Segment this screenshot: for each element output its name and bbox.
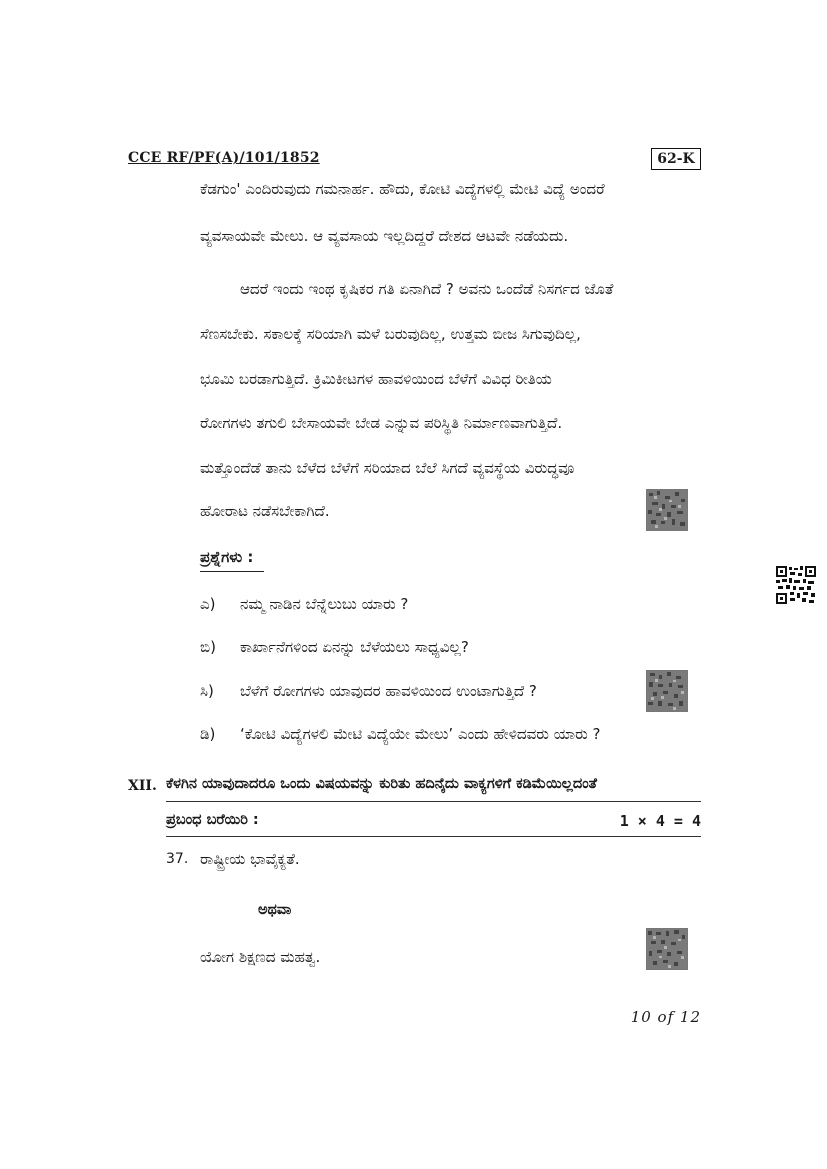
or-label: ಅಥವಾ [258, 902, 292, 918]
question-text: ‘ಕೋಟಿ ವಿದ್ಯೆಗಳಲಿ ಮೇಟಿ ವಿದ್ಯೆಯೇ ಮೇಲು’ ಎಂದು ಹೇಳಿದವರು ಯಾರು ? [240, 725, 601, 743]
marks-allocation: 1 × 4 = 4 [619, 812, 701, 830]
question-number: 37. [166, 851, 189, 867]
paper-code-header: CCE RF/PF(A)/101/1852 [128, 150, 320, 166]
questions-heading-underline [200, 571, 264, 572]
essay-topic-1: ರಾಷ್ಟ್ರೀಯ ಭಾವೈಕ್ಯತೆ. [200, 850, 300, 868]
section-rule-bottom [166, 836, 701, 837]
passage-line-2: ವ್ಯವಸಾಯವೇ ಮೇಲು. ಆ ವ್ಯವಸಾಯ ಇಲ್ಲದಿದ್ದರೆ ದೇಶದ ಆಟವೇ ನಡೆಯದು. [200, 227, 569, 245]
passage-para2-line-5: ಮತ್ತೊಂದೆಡೆ ತಾನು ಬೆಳೆದ ಬೆಳೆಗೆ ಸರಿಯಾದ ಬೆಲೆ ಸಿಗದೆ ವ್ಯವಸ್ಥೆಯ ವಿರುದ್ಧವೂ [200, 459, 575, 477]
question-label: ಡಿ) [200, 725, 216, 743]
question-text: ಬೆಳೆಗೆ ರೋಗಗಳು ಯಾವುದರ ಹಾವಳಿಯಿಂದ ಉಂಟಾಗುತ್ತಿದೆ ? [240, 682, 537, 700]
qr-code-icon [776, 566, 816, 604]
passage-para2-line-6: ಹೋರಾಟ ನಡೆಸಬೇಕಾಗಿದೆ. [200, 502, 330, 520]
scan-code-pattern [646, 928, 688, 970]
questions-heading: ಪ್ರಶ್ನೆಗಳು : [200, 548, 254, 566]
passage-para2-line-1: ಆದರೆ ಇಂದು ಇಂಥ ಕೃಷಿಕರ ಗತಿ ಏನಾಗಿದೆ ? ಅವನು ಒಂದೆಡೆ ನಿಸರ್ಗದ ಜೊತೆ [240, 280, 614, 298]
question-label: ಸಿ) [200, 682, 214, 700]
question-label: ಎ) [200, 595, 216, 613]
section-rule-top [166, 801, 701, 802]
scan-code-pattern [646, 489, 688, 531]
section-instruction: ಕೆಳಗಿನ ಯಾವುದಾದರೂ ಒಂದು ವಿಷಯವನ್ನು ಕುರಿತು ಹದಿನೈದು ವಾಕ್ಯಗಳಿಗೆ ಕಡಿಮೆಯಿಲ್ಲದಂತೆ [166, 776, 597, 792]
paper-code-box: 62-K [651, 148, 701, 170]
section-number: XII. [128, 778, 157, 794]
question-text: ನಮ್ಮ ನಾಡಿನ ಬೆನ್ನೆಲುಬು ಯಾರು ? [240, 595, 409, 613]
passage-line-1: ಕೆಡಗುಂ' ಎಂದಿರುವುದು ಗಮನಾರ್ಹ. ಹೌದು, ಕೋಟಿ ವಿದ್ಯೆಗಳಲ್ಲಿ ಮೇಟಿ ವಿದ್ಯೆ ಅಂದರೆ [200, 180, 605, 198]
question-text: ಕಾರ್ಖಾನೆಗಳಿಂದ ಏನನ್ನು ಬೆಳೆಯಲು ಸಾಧ್ಯವಿಲ್ಲ? [240, 638, 469, 656]
section-instruction-cont: ಪ್ರಬಂಧ ಬರೆಯಿರಿ : [166, 812, 259, 828]
scan-code-pattern [646, 670, 688, 712]
question-label: ಬಿ) [200, 638, 216, 656]
page-number: 10 of 12 [630, 1008, 701, 1026]
passage-para2-line-3: ಭೂಮಿ ಬರಡಾಗುತ್ತಿದೆ. ಕ್ರಿಮಿಕೀಟಗಳ ಹಾವಳಿಯಿಂದ ಬೆಳೆಗೆ ವಿವಿಧ ರೀತಿಯ [200, 370, 552, 388]
passage-para2-line-4: ರೋಗಗಳು ತಗುಲಿ ಬೇಸಾಯವೇ ಬೇಡ ಎನ್ನುವ ಪರಿಸ್ಥಿತಿ ನಿರ್ಮಾಣವಾಗುತ್ತಿದೆ. [200, 414, 563, 432]
passage-para2-line-2: ಸೆಣಸಬೇಕು. ಸಕಾಲಕ್ಕೆ ಸರಿಯಾಗಿ ಮಳೆ ಬರುವುದಿಲ್ಲ, ಉತ್ತಮ ಬೀಜ ಸಿಗುವುದಿಲ್ಲ, [200, 325, 581, 343]
essay-topic-2: ಯೋಗ ಶಿಕ್ಷಣದ ಮಹತ್ವ. [200, 948, 321, 966]
